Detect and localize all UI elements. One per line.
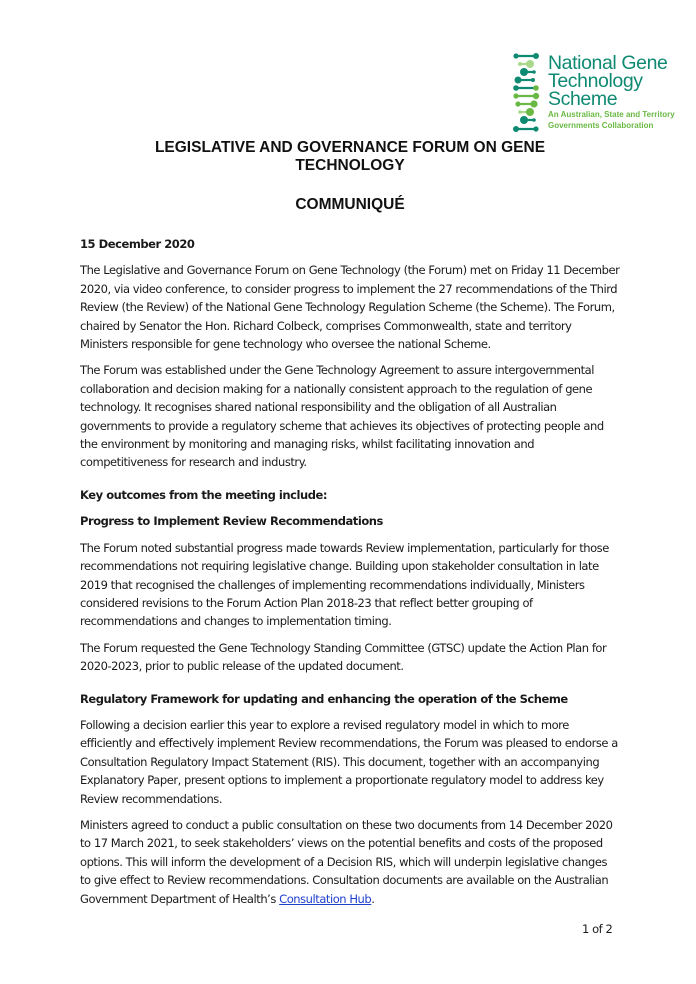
page-number: 1 of 2	[582, 922, 613, 936]
document-body	[80, 235, 620, 916]
logo-line-3: Scheme	[548, 88, 618, 110]
intro-paragraph-2: The Forum was established under the Gene Technology Agreement to assure intergovernmental collaboration and decision making for a nationally consistent approach to the regulation of gene technology. It recognises shared national responsibility and the obligation of all Australian governments to provide a regulatory scheme that achieves its objectives of protecting people and the environment by monitoring and managing risks, whilst facilitating innovation and competitiveness for research and industry.	[80, 363, 604, 470]
national-gene-technology-scheme-logo	[510, 50, 690, 140]
date: 15 December 2020	[80, 237, 195, 251]
key-outcomes-heading: Key outcomes from the meeting include:	[80, 487, 328, 502]
document-title-line-2: TECHNOLOGY	[295, 157, 405, 174]
logo-subtitle-1: An Australian, State and Territory	[548, 110, 675, 119]
communique-heading: COMMUNIQUÉ	[295, 196, 405, 213]
document-title-line-1: LEGISLATIVE AND GOVERNANCE FORUM ON GENE	[154, 139, 546, 156]
section-2-paragraph-2-text: Ministers agreed to conduct a public consultation on these two documents from 14 December 2020 to 17 March 2021, to seek stakeholders’ views on the potential benefits and costs of the proposed options. This will inform the development of a Decision RIS, which will underpin legislative changes to give effect to Review recommendations. Consultation documents are available on the Australian Government Department of Health’s	[80, 817, 613, 906]
logo-wordmark	[548, 54, 675, 130]
consultation-hub-link[interactable]: Consultation Hub	[279, 891, 372, 906]
logo-line-1: National Gene	[548, 52, 668, 74]
section-2-paragraph-2-end: .	[371, 891, 375, 906]
section-1-paragraph-1: The Forum noted substantial progress made towards Review implementation, particularly for those recommendations not requiring legislative change. Building upon stakeholder consultation in late 2019 that recognised the challenges of implementing recommendations individually, Ministers considered revisions to the Forum Action Plan 2018-23 that reflect better grouping of recommendations and changes to implementation timing.	[80, 540, 609, 629]
logo-line-2: Technology	[548, 70, 643, 92]
section-2-heading: Regulatory Framework for updating and enhancing the operation of the Scheme	[80, 691, 568, 706]
section-2-paragraph-2	[80, 816, 620, 908]
intro-paragraph-1: The Legislative and Governance Forum on Gene Technology (the Forum) met on Friday 11 December 2020, via video conference, to consider progress to implement the 27 recommendations of the Third Review (the Review) of the National Gene Technology Regulation Scheme (the Scheme). The Forum, chaired by Senator the Hon. Richard Colbeck, comprises Commonwealth, state and territory Ministers responsible for gene technology who oversee the national Scheme.	[80, 263, 620, 352]
dna-helix-icon	[510, 52, 546, 136]
logo-subtitle-2: Governments Collaboration	[548, 121, 654, 130]
document-title	[80, 139, 620, 175]
section-1-heading: Progress to Implement Review Recommendations	[80, 514, 383, 529]
section-2-paragraph-1: Following a decision earlier this year to explore a revised regulatory model in which to more efficiently and effectively implement Review recommendations, the Forum was pleased to endorse a Consultation Regulatory Impact Statement (RIS). This document, together with an accompanying Explanatory Paper, present options to implement a proportionate regulatory model to address key Review recommendations.	[80, 717, 618, 806]
section-1-paragraph-2: The Forum requested the Gene Technology Standing Committee (GTSC) update the Action Plan for 2020-2023, prior to public release of the updated document.	[80, 640, 607, 674]
